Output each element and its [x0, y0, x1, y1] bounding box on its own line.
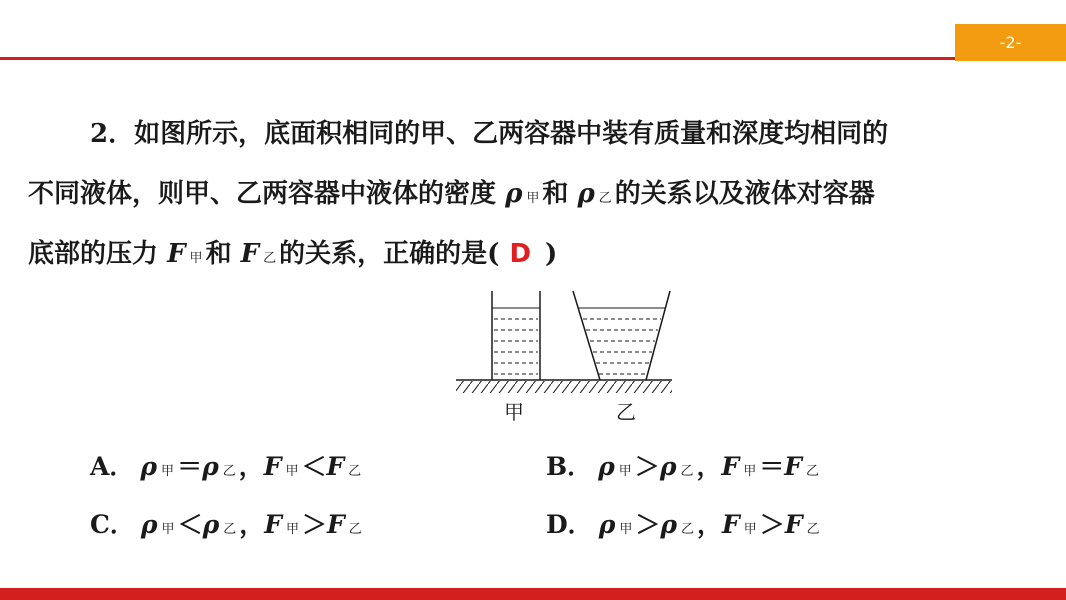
footer-bar: [0, 588, 1066, 600]
answer-letter: D: [509, 239, 532, 269]
option-b: B． ρ 甲 ＞ρ 乙 ，F 甲 ＝F 乙: [546, 452, 820, 481]
force-symbol: F: [167, 239, 186, 269]
containers-figure: [452, 288, 676, 426]
option-a: A． ρ 甲 ＝ρ 乙 ，F 甲 ＜F 乙: [90, 452, 362, 481]
force-symbol: F: [240, 239, 260, 269]
question-text-3b: 和: [205, 239, 232, 269]
question-line-2: [28, 164, 1048, 224]
option-d: D． ρ 甲 ＞ρ 乙 ，F 甲 ＞F 乙: [546, 510, 820, 539]
sub-jia: 甲: [189, 251, 203, 266]
question-text-2b: 和: [542, 179, 569, 209]
sub-yi: 乙: [598, 191, 612, 206]
page-number-badge: -2-: [955, 24, 1066, 61]
header-rule: [0, 57, 955, 60]
rho-symbol: ρ: [505, 179, 523, 209]
question-text-1: 如图所示，底面积相同的甲、乙两容器中装有质量和深度均相同的: [134, 119, 889, 149]
question-text-2a: 不同液体，则甲、乙两容器中液体的密度: [28, 179, 497, 209]
question-text-2c: 的关系以及液体对容器: [614, 179, 875, 209]
sub-yi: 乙: [263, 251, 277, 266]
question-line-3: [28, 224, 1048, 284]
question-number: 2．: [90, 119, 135, 149]
label-jia: 甲: [504, 400, 524, 424]
question-text-3c: 的关系，正确的是(: [279, 239, 500, 269]
containers-diagram: [452, 288, 676, 426]
option-c: C． ρ 甲 ＜ρ 乙 ，F 甲 ＞F 乙: [90, 510, 362, 539]
question-text-3d: ): [545, 239, 558, 269]
question-line-1: [28, 104, 1048, 164]
rho-symbol: ρ: [577, 179, 595, 209]
question-block: [28, 104, 1048, 284]
sub-jia: 甲: [526, 191, 540, 206]
question-text-3a: 底部的压力: [28, 239, 159, 269]
container-jia: [492, 291, 540, 380]
ground-hatch: [456, 381, 672, 393]
label-yi: 乙: [616, 400, 636, 424]
container-yi: [573, 291, 670, 380]
